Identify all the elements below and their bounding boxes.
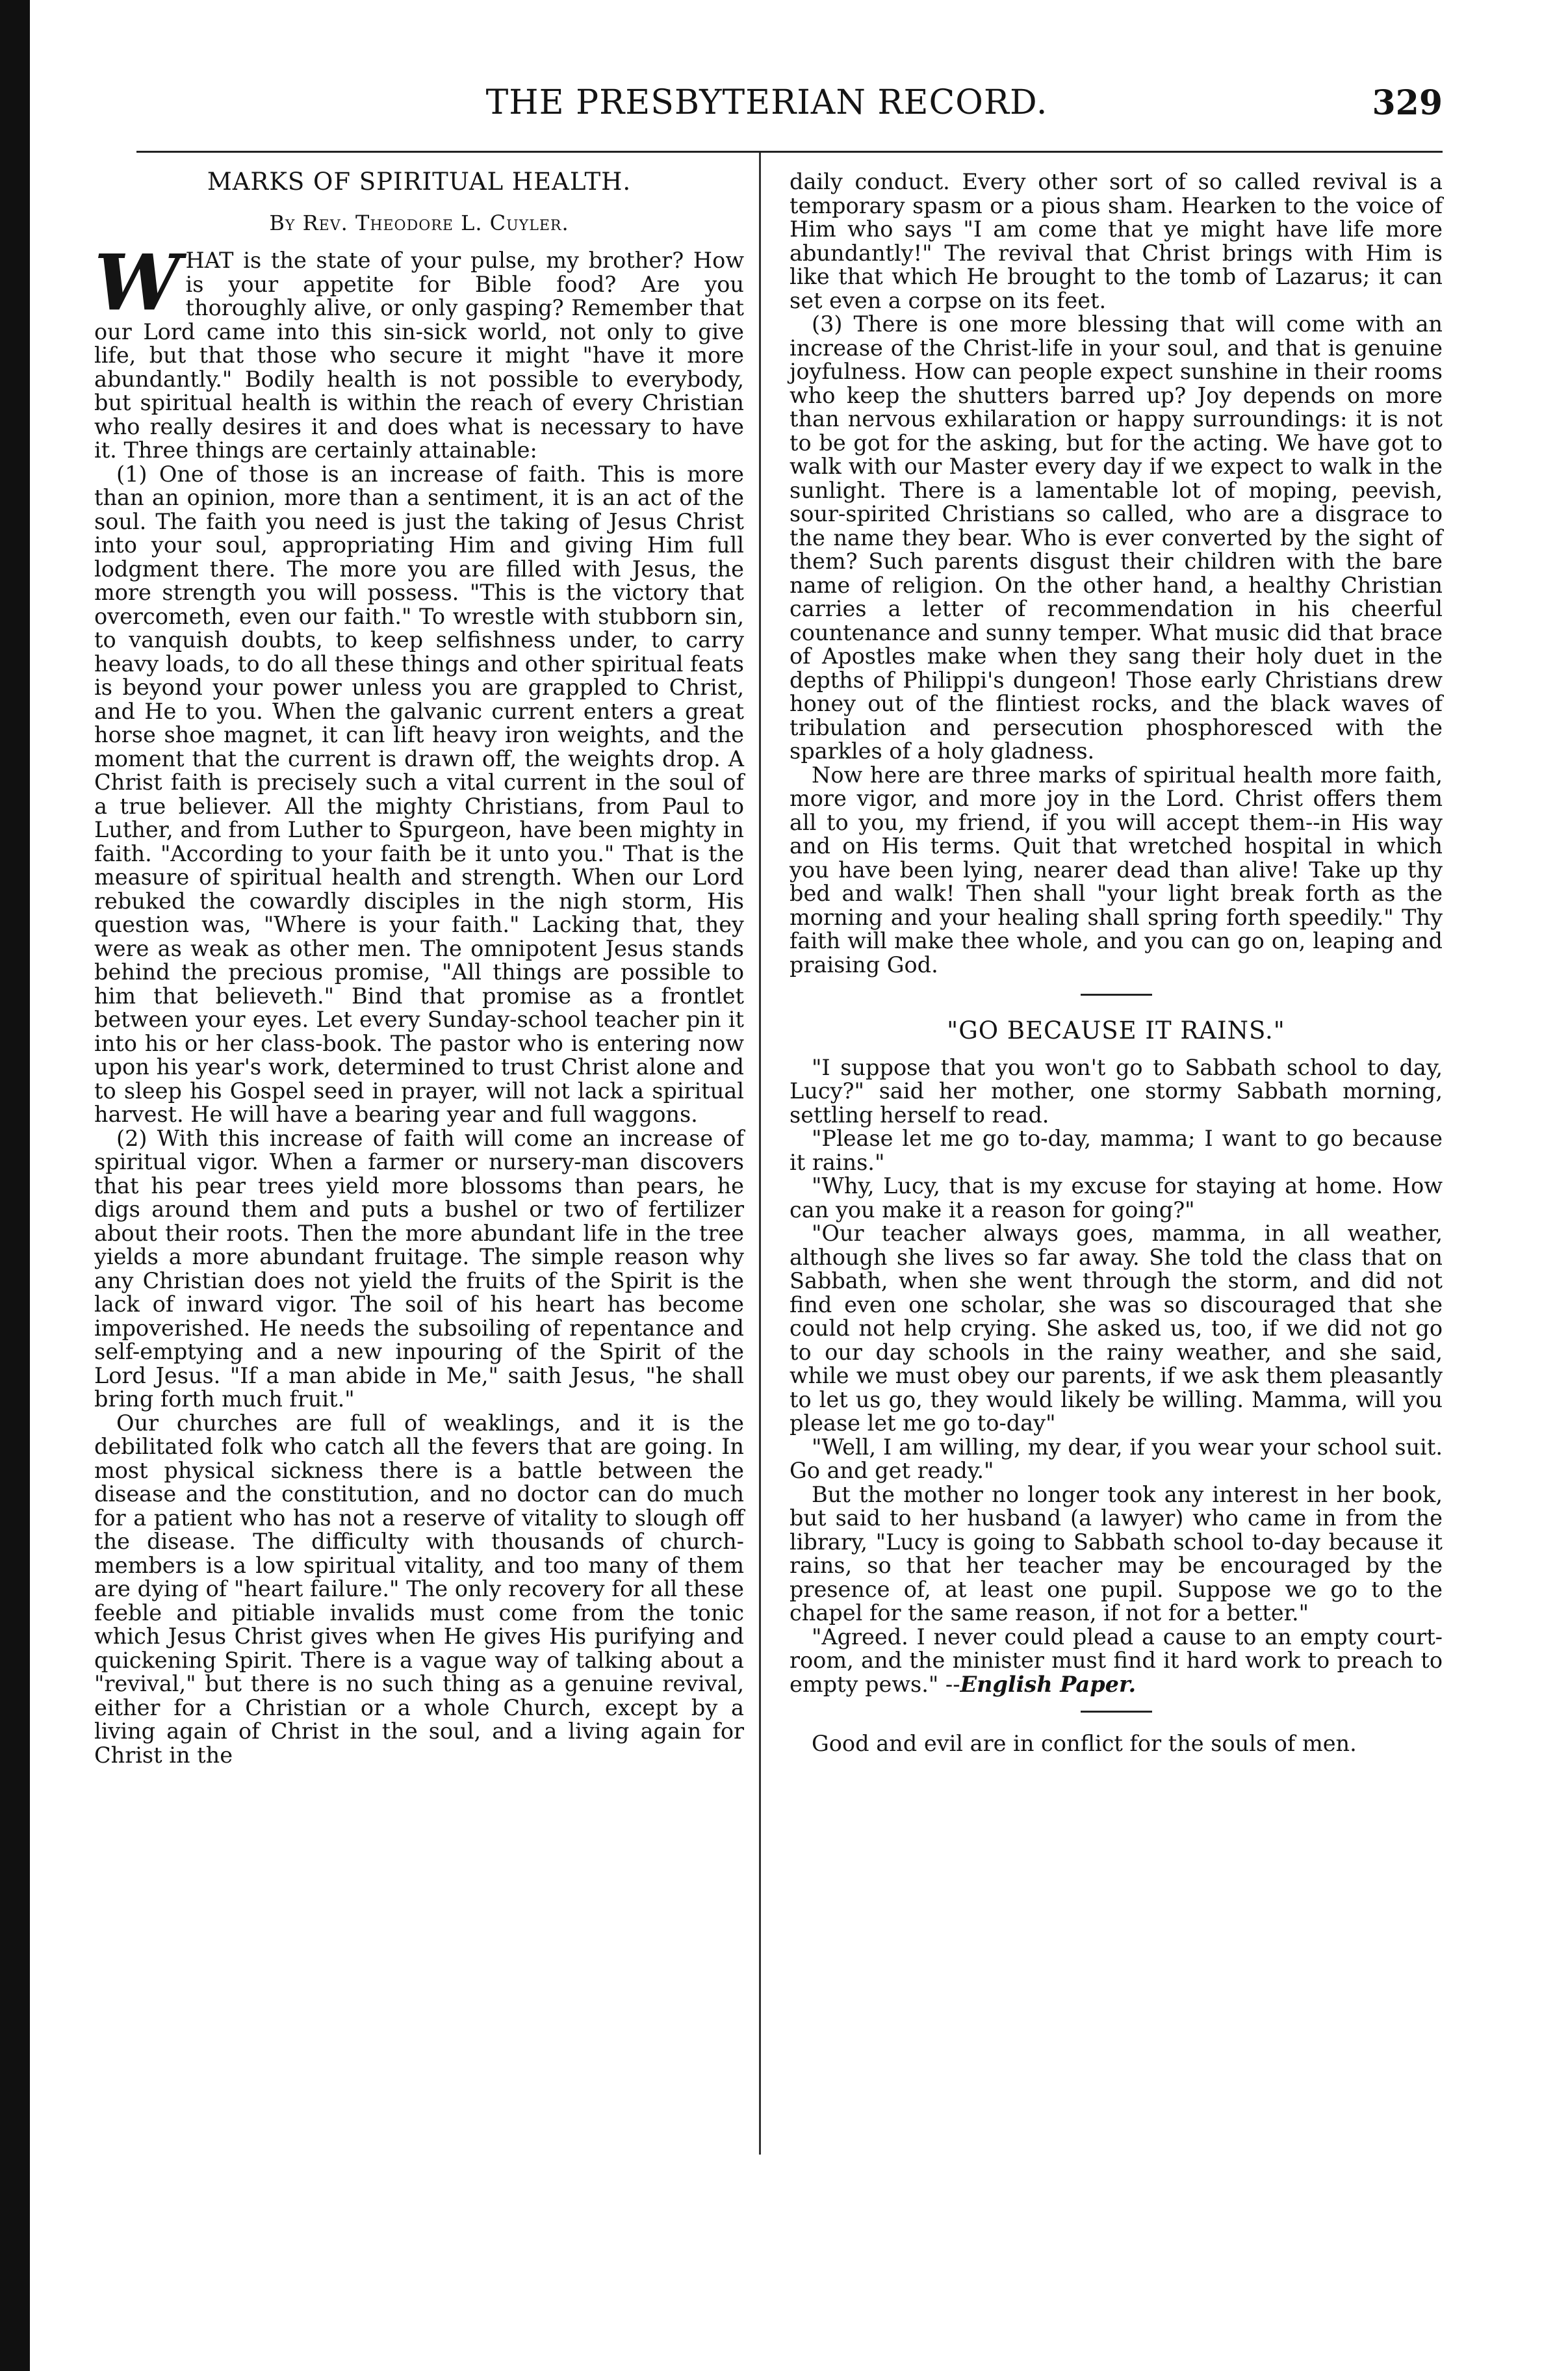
story-paragraph: "Why, Lucy, that is my excuse for staying at home. How can you make it a reason for going?"	[790, 1173, 1443, 1223]
right-column	[790, 170, 1443, 1756]
closing-divider	[1081, 1711, 1152, 1713]
column-divider	[759, 153, 761, 2155]
binding-spine	[0, 0, 30, 2371]
header-rule	[136, 151, 1443, 153]
story-final-text: "Agreed. I never could plead a cause to an empty court-room, and the minister must find it hard work to preach to empty pews." --	[790, 1624, 1443, 1697]
paragraph-vigor: (2) With this increase of faith will come an increase of spiritual vigor. When a farmer or nursery-man discovers that his pear trees yield more blossoms than pears, he digs around them and puts a bushel or two of fertilizer about their roots. Then the more abundant life in the tree yields a more abundant fruitage. The simple reason why any Christian does not yield the fruits of the Spirit is the lack of inward vigor. The soil of his heart has become impoverished. He needs the subsoiling of repentance and self-emptying and a new inpouring of the Spirit of the Lord Jesus. "If a man abide in Me," saith Jesus, "he shall bring forth much fruit."	[94, 1125, 744, 1412]
paragraph-three-marks: Now here are three marks of spiritual health more faith, more vigor, and more joy in the Lord. Christ offers them all to you, my friend, if you will accept them--in His way and on His terms. Quit that wretched hospital in which you have been lying, nearer dead than alive! Take up thy bed and walk! Then shall "your light break forth as the morning and your healing shall spring forth speedily." Thy faith will make thee whole, and you can go on, leaping and praising God.	[790, 762, 1443, 978]
drop-cap: W	[94, 237, 181, 328]
paragraph-faith: (1) One of those is an increase of faith. This is more than an opinion, more than a sentiment, it is an act of the soul. The faith you need is just the taking of Jesus Christ into your soul, appropriating Him and giving Him full lodgment there. The more you are filled with Jesus, the more strength you will possess. "This is the victory that overcometh, even our faith." To wrestle with stubborn sin, to vanquish doubts, to keep selfishness under, to carry heavy loads, to do all these things and other spiritual feats is beyond your power unless you are grappled to Christ, and He to you. When the galvanic current enters a great horse shoe magnet, it can lift heavy iron weights, and the moment that the current is drawn off, the weights drop. A Christ faith is precisely such a vital current in the soul of a true believer. All the mighty Christians, from Paul to Luther, and from Luther to Spurgeon, have been mighty in faith. "According to your faith be it unto you." That is the measure of spiritual health and strength. When our Lord rebuked the cowardly disciples in the nigh storm, His question was, "Where is your faith." Lacking that, they were as weak as other men. The omnipotent Jesus stands behind the precious promise, "All things are possible to him that believeth." Bind that promise as a frontlet between your eyes. Let every Sunday-school teacher pin it into his or her class-book. The pastor who is entering now upon his year's work, determined to trust Christ alone and to sleep his Gospel seed in prayer, will not lack a spiritual harvest. He will have a bearing year and full waggons.	[94, 461, 744, 1127]
story-paragraph: "I suppose that you won't go to Sabbath school to day, Lucy?" said her mother, one stormy Sabbath morning, settling herself to read.	[790, 1054, 1443, 1128]
story-paragraph: "Our teacher always goes, mamma, in all weather, although she lives so far away. She told the class that on Sabbath, when she went through the storm, and did not find even one scholar, she was so discouraged that she could not help crying. She asked us, too, if we did not go to our day schools in the rainy weather, and she said, while we must obey our parents, if we ask them pleasantly to let us go, they would likely be willing. Mamma, will you please let me go to-day"	[790, 1221, 1443, 1436]
story-paragraph: "Well, I am willing, my dear, if you wear your school suit. Go and get ready."	[790, 1434, 1443, 1483]
running-head: THE PRESBYTERIAN RECORD.	[485, 83, 1048, 122]
story-paragraph: "Please let me go to-day, mamma; I want to go because it rains."	[790, 1126, 1443, 1175]
closing-sentence: Good and evil are in conflict for the souls of men.	[812, 1731, 1357, 1756]
left-column	[94, 170, 744, 1767]
paragraph-weaklings-continued: daily conduct. Every other sort of so called revival is a temporary spasm or a pious sham. Hearken to the voice of Him who says "I am come that ye might have life more abundantly!" The revival that Christ brings with Him is like that which He brought to the tomb of Lazarus; it can set even a corpse on its feet.	[790, 169, 1443, 313]
story-paragraph: But the mother no longer took any interest in her book, but said to her husband (a lawyer) who came in from the library, "Lucy is going to Sabbath school to-day because it rains, so that her teacher may be encouraged by the presence of, at least one pupil. Suppose we go to the chapel for the same reason, if not for a better."	[790, 1481, 1443, 1626]
story-paragraph-final	[790, 1626, 1443, 1697]
paragraph-weaklings: Our churches are full of weaklings, and it is the debilitated folk who catch all the fevers that are going. In most physical sickness there is a battle between the disease and the constitution, and no doctor can do much for a patient who has not a reserve of vitality to slough off the disease. The difficulty with thousands of church-members is a low spiritual vitality, and too many of them are dying of "heart failure." The only recovery for all these feeble and pitiable invalids must come from the tonic which Jesus Christ gives when He gives His purifying and quickening Spirit. There is a vague way of talking about a "revival," but there is no such thing as a genuine revival, either for a Christian or a whole Church, except by a living again of Christ in the soul, and a living again for Christ in the	[94, 1410, 744, 1768]
second-article-title: "GO BECAUSE IT RAINS."	[947, 1017, 1285, 1044]
source-credit: English Paper.	[960, 1671, 1137, 1697]
intro-text: HAT is the state of your pulse, my brother? How is your appetite for Bible food? Are you thoroughly alive, or only gasping? Remember that our Lord came into this sin-sick world, not only to give life, but that those who secure it might "have it more abundantly." Bodily health is not possible to everybody, but spiritual health is within the reach of every Christian who really desires it and does what is necessary to have it. Three things are certainly attainable:	[94, 248, 744, 463]
article-byline: By Rev. Theodore L. Cuyler.	[269, 210, 569, 235]
section-divider	[1081, 994, 1152, 996]
page-header	[91, 83, 1443, 135]
paragraph-joyfulness: (3) There is one more blessing that will come with an increase of the Christ-life in your soul, and that is genuine joyfulness. How can people expect sunshine in their rooms who keep the shutters barred up? Joy depends on more than nervous exhilaration or happy surroundings: it is not to be got for the asking, but for the acting. We have got to walk with our Master every day if we expect to walk in the sunlight. There is a lamentable lot of moping, peevish, sour-spirited Christians so called, who are a disgrace to the name they bear. Who is ever converted by the sight of them? Such parents disgust their children with the bare name of religion. On the other hand, a healthy Christian carries a letter of recommendation in his cheerful countenance and sunny temper. What music did that brace of Apostles make when they sang their holy duet in the depths of Philippi's dungeon! Those early Christians drew honey out of the flintiest rocks, and the black waves of tribulation and persecution phosphoresced with the sparkles of a holy gladness.	[790, 311, 1443, 764]
article-title: MARKS OF SPIRITUAL HEALTH.	[207, 168, 632, 196]
page-number: 329	[1372, 83, 1443, 123]
article-intro	[94, 237, 744, 463]
